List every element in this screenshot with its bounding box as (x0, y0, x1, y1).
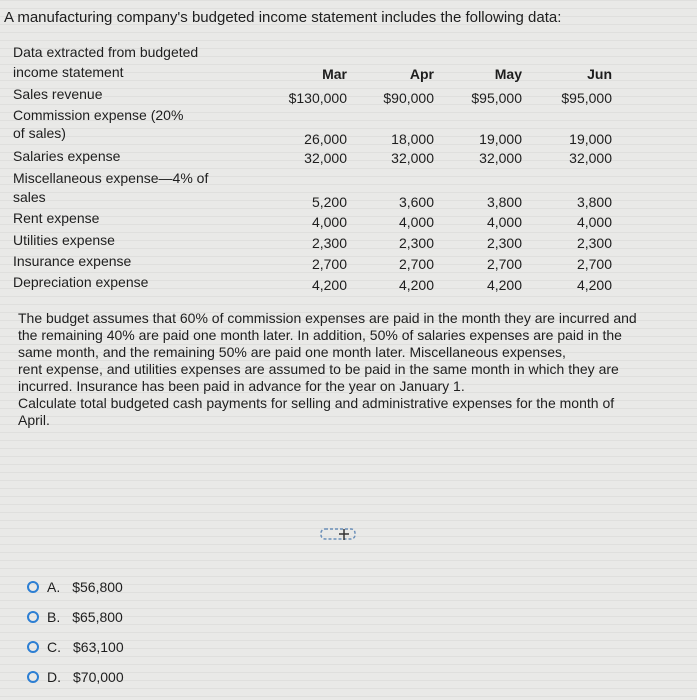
cell-value: 4,200 (398, 277, 434, 293)
option-text: $63,100 (73, 639, 124, 655)
cell-value: $95,000 (471, 90, 522, 106)
cell-value: 4,200 (576, 277, 612, 293)
option-text: $56,800 (72, 579, 123, 595)
month-header: Mar (322, 66, 347, 82)
cell-value: 3,800 (486, 194, 522, 210)
question-paragraph (18, 310, 694, 429)
paragraph-line: incurred. Insurance has been paid in advance for the year on January 1. (18, 378, 465, 394)
option-text: $70,000 (73, 669, 124, 685)
cell-value: $90,000 (383, 90, 434, 106)
paragraph-line: the remaining 40% are paid one month later. In addition, 50% of salaries expenses are paid in the (18, 327, 622, 343)
cell-value: 19,000 (569, 131, 612, 147)
cell-value: 4,200 (311, 277, 347, 293)
paragraph-line: Calculate total budgeted cash payments for selling and administrative expenses for the month of (18, 395, 615, 411)
answer-options (27, 572, 124, 692)
cell-value: $95,000 (561, 90, 612, 106)
option-letter: C. (47, 639, 61, 655)
cell-value: 32,000 (304, 150, 347, 166)
paragraph-line: same month, and the remaining 50% are paid one month later. Miscellaneous expenses, (18, 344, 566, 360)
radio-icon[interactable] (27, 581, 39, 593)
option-letter: D. (47, 669, 61, 685)
radio-icon[interactable] (27, 671, 39, 683)
cell-value: 26,000 (304, 131, 347, 147)
cell-value: 19,000 (479, 131, 522, 147)
cell-value: 4,000 (486, 214, 522, 230)
cell-value: 3,800 (576, 194, 612, 210)
cell-value: 4,000 (311, 214, 347, 230)
cell-value: 4,200 (486, 277, 522, 293)
option-c[interactable] (27, 632, 124, 662)
row-label-utilities-expense: Utilities expense (13, 232, 115, 248)
paragraph-line: The budget assumes that 60% of commission expenses are paid in the month they are incurred and (18, 310, 637, 326)
row-label-salaries-expense: Salaries expense (13, 148, 121, 164)
option-a[interactable] (27, 572, 124, 602)
radio-icon[interactable] (27, 641, 39, 653)
cell-value: 2,700 (398, 256, 434, 272)
row-label-sales-revenue: Sales revenue (13, 86, 103, 102)
option-text: $65,800 (72, 609, 123, 625)
cell-value: $130,000 (288, 90, 347, 106)
row-label-insurance-expense: Insurance expense (13, 253, 132, 269)
row-label-commission-expense: Commission expense (20% (13, 107, 184, 123)
month-header: May (494, 66, 522, 82)
cell-value: 2,700 (311, 256, 347, 272)
question-title: A manufacturing company's budgeted income statement includes the following data: (4, 9, 562, 26)
month-header: Apr (409, 66, 434, 82)
cell-value: 4,000 (398, 214, 434, 230)
option-letter: A. (47, 579, 61, 595)
cell-value: 2,700 (576, 256, 612, 272)
hand-cursor-icon (320, 527, 356, 541)
radio-icon[interactable] (27, 611, 39, 623)
row-label-rent-expense: Rent expense (13, 210, 100, 226)
option-b[interactable] (27, 602, 124, 632)
row-label-miscellaneous-expense: sales (13, 189, 46, 205)
income-statement-table (13, 44, 697, 304)
cell-value: 2,700 (486, 256, 522, 272)
row-label-commission-expense: of sales) (13, 125, 66, 141)
cell-value: 3,600 (398, 194, 434, 210)
row-label-depreciation-expense: Depreciation expense (13, 274, 149, 290)
cell-value: 2,300 (398, 235, 434, 251)
month-header: Jun (587, 66, 612, 82)
statement-header-label: income statement (13, 64, 124, 80)
paragraph-line: rent expense, and utilities expenses are assumed to be paid in the same month in which they are (18, 361, 619, 377)
statement-header-label: Data extracted from budgeted (13, 44, 199, 60)
option-d[interactable] (27, 662, 124, 692)
cell-value: 18,000 (391, 131, 434, 147)
cell-value: 2,300 (486, 235, 522, 251)
cell-value: 2,300 (576, 235, 612, 251)
row-label-miscellaneous-expense: Miscellaneous expense—4% of (13, 170, 209, 186)
cell-value: 5,200 (311, 194, 347, 210)
cell-value: 4,000 (576, 214, 612, 230)
option-letter: B. (47, 609, 61, 625)
cell-value: 32,000 (569, 150, 612, 166)
cell-value: 2,300 (311, 235, 347, 251)
cell-value: 32,000 (479, 150, 522, 166)
cell-value: 32,000 (391, 150, 434, 166)
paragraph-line: April. (18, 412, 50, 428)
